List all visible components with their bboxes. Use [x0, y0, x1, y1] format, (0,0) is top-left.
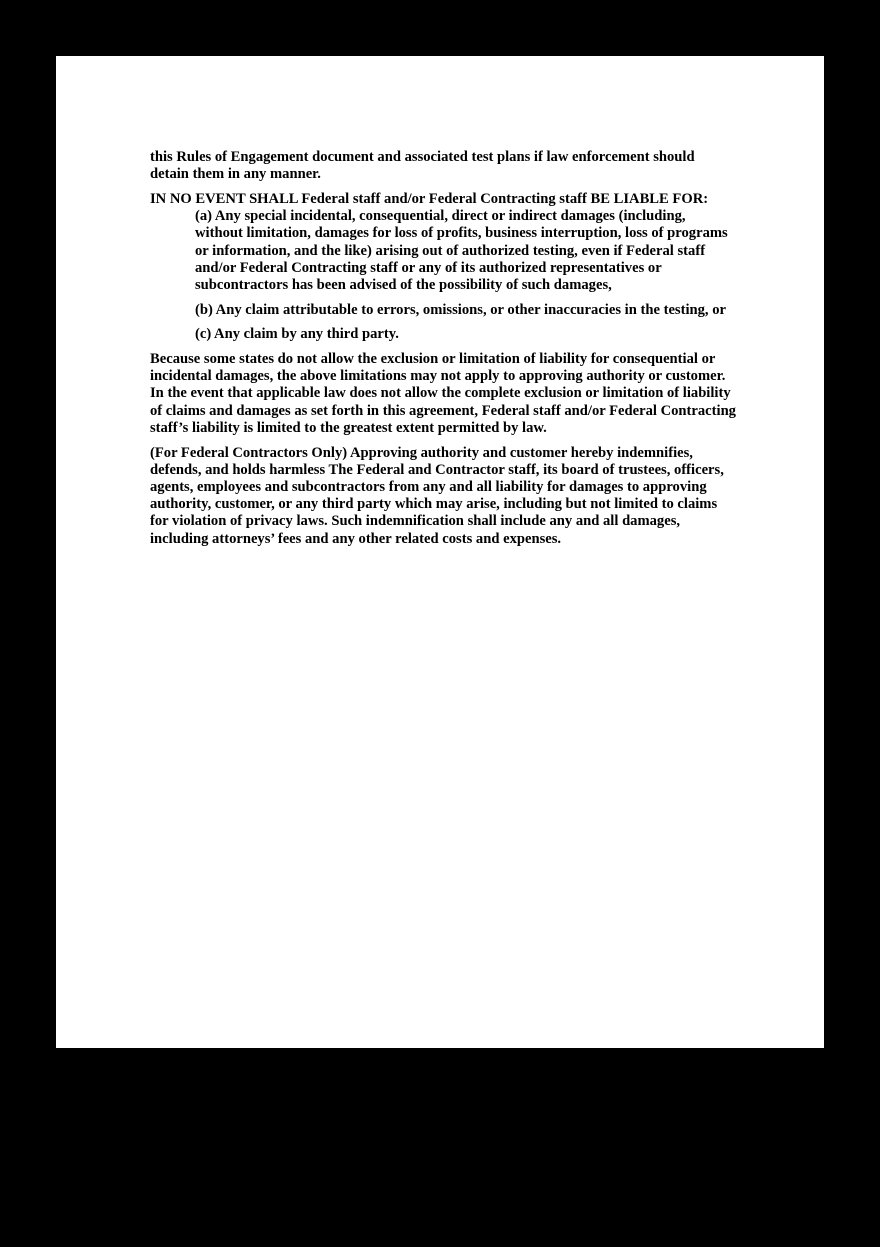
document-page: [56, 56, 824, 1048]
indemnification-paragraph: (For Federal Contractors Only) Approving authority and customer hereby indemnifies, defends, and holds harmless The Federal and Contractor staff, its board of trustees, officers, agents, employees and subcontractors from any and all liability for damages to approving authority, customer, or any third party which may arise, including but not limited to claims for violation of privacy laws. Such indemnification shall include any and all damages, including attorneys’ fees and any other related costs and expenses.: [150, 444, 724, 547]
clause-c: (c) Any claim by any third party.: [195, 326, 399, 343]
liability-heading: IN NO EVENT SHALL Federal staff and/or Federal Contracting staff BE LIABLE FOR:: [150, 190, 709, 207]
clause-b: (b) Any claim attributable to errors, omissions, or other inaccuracies in the testing, or: [195, 301, 726, 318]
document-body: [150, 149, 736, 555]
intro-paragraph: this Rules of Engagement document and associated test plans if law enforcement should detain them in any manner.: [150, 149, 695, 183]
liability-clause-list: [150, 208, 736, 343]
limitation-paragraph: Because some states do not allow the exclusion or limitation of liability for consequential or incidental damages, the above limitations may not apply to approving authority or customer. In the event that applicable law does not allow the complete exclusion or limitation of liability of claims and damages as set forth in this agreement, Federal staff and/or Federal Contracting staff’s liability is limited to the greatest extent permitted by law.: [150, 351, 736, 436]
clause-a: (a) Any special incidental, consequential, direct or indirect damages (including, without limitation, damages for loss of profits, business interruption, loss of programs or information, and the like) arising out of authorized testing, even if Federal staff and/or Federal Contracting staff or any of its authorized representatives or subcontractors has been advised of the possibility of such damages,: [195, 208, 728, 293]
